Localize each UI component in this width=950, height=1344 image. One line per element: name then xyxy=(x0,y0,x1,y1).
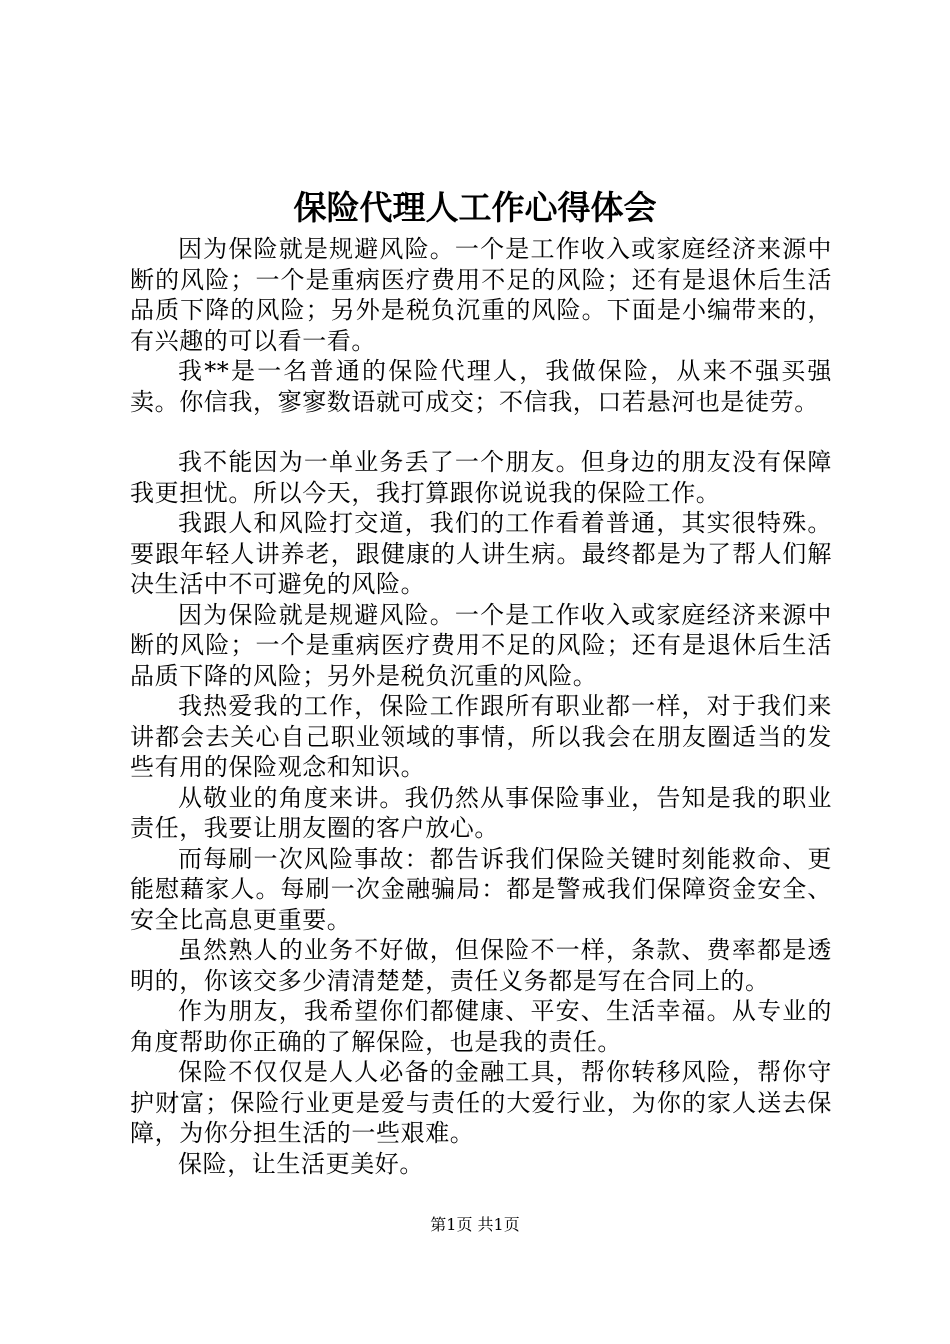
paragraph-10: 作为朋友，我希望你们都健康、平安、生活幸福。从专业的角度帮助你正确的了解保险，也是我的责任。 xyxy=(130,997,832,1056)
paragraph-6: 我热爱我的工作，保险工作跟所有职业都一样，对于我们来讲都会去关心自己职业领域的事情，所以我会在朋友圈适当的发些有用的保险观念和知识。 xyxy=(130,692,832,781)
paragraph-11: 保险不仅仅是人人必备的金融工具，帮你转移风险，帮你守护财富；保险行业更是爱与责任的大爱行业，为你的家人送去保障，为你分担生活的一些艰难。 xyxy=(130,1058,832,1147)
document-title: 保险代理人工作心得体会 xyxy=(293,188,657,227)
paragraph-8: 而每刷一次风险事故：都告诉我们保险关键时刻能救命、更能慰藉家人。每刷一次金融骗局：都是警戒我们保障资金安全、安全比高息更重要。 xyxy=(130,844,832,934)
paragraph-9: 虽然熟人的业务不好做，但保险不一样，条款、费率都是透明的，你该交多少清清楚楚，责任义务都是写在合同上的。 xyxy=(130,936,832,995)
paragraph-1: 因为保险就是规避风险。一个是工作收入或家庭经济来源中断的风险；一个是重病医疗费用不足的风险；还有是退休后生活品质下降的风险；另外是税负沉重的风险。下面是小编带来的，有兴趣的可以看一看。 xyxy=(130,235,832,355)
paragraph-12: 保险，让生活更美好。 xyxy=(178,1149,424,1178)
paragraph-5: 因为保险就是规避风险。一个是工作收入或家庭经济来源中断的风险；一个是重病医疗费用不足的风险；还有是退休后生活品质下降的风险；另外是税负沉重的风险。 xyxy=(130,600,832,690)
paragraph-2: 我**是一名普通的保险代理人，我做保险，从来不强买强卖。你信我，寥寥数语就可成交；不信我，口若悬河也是徒劳。 xyxy=(130,357,832,416)
paragraph-7: 从敬业的角度来讲。我仍然从事保险事业，告知是我的职业责任，我要让朋友圈的客户放心。 xyxy=(130,783,832,842)
page-footer: 第1页 共1页 xyxy=(430,1215,520,1234)
paragraph-3: 我不能因为一单业务丢了一个朋友。但身边的朋友没有保障我更担忧。所以今天，我打算跟你说说我的保险工作。 xyxy=(130,448,832,507)
document-body xyxy=(130,234,832,1179)
paragraph-4: 我跟人和风险打交道，我们的工作看着普通，其实很特殊。要跟年轻人讲养老，跟健康的人讲生病。最终都是为了帮人们解决生活中不可避免的风险。 xyxy=(130,509,832,598)
